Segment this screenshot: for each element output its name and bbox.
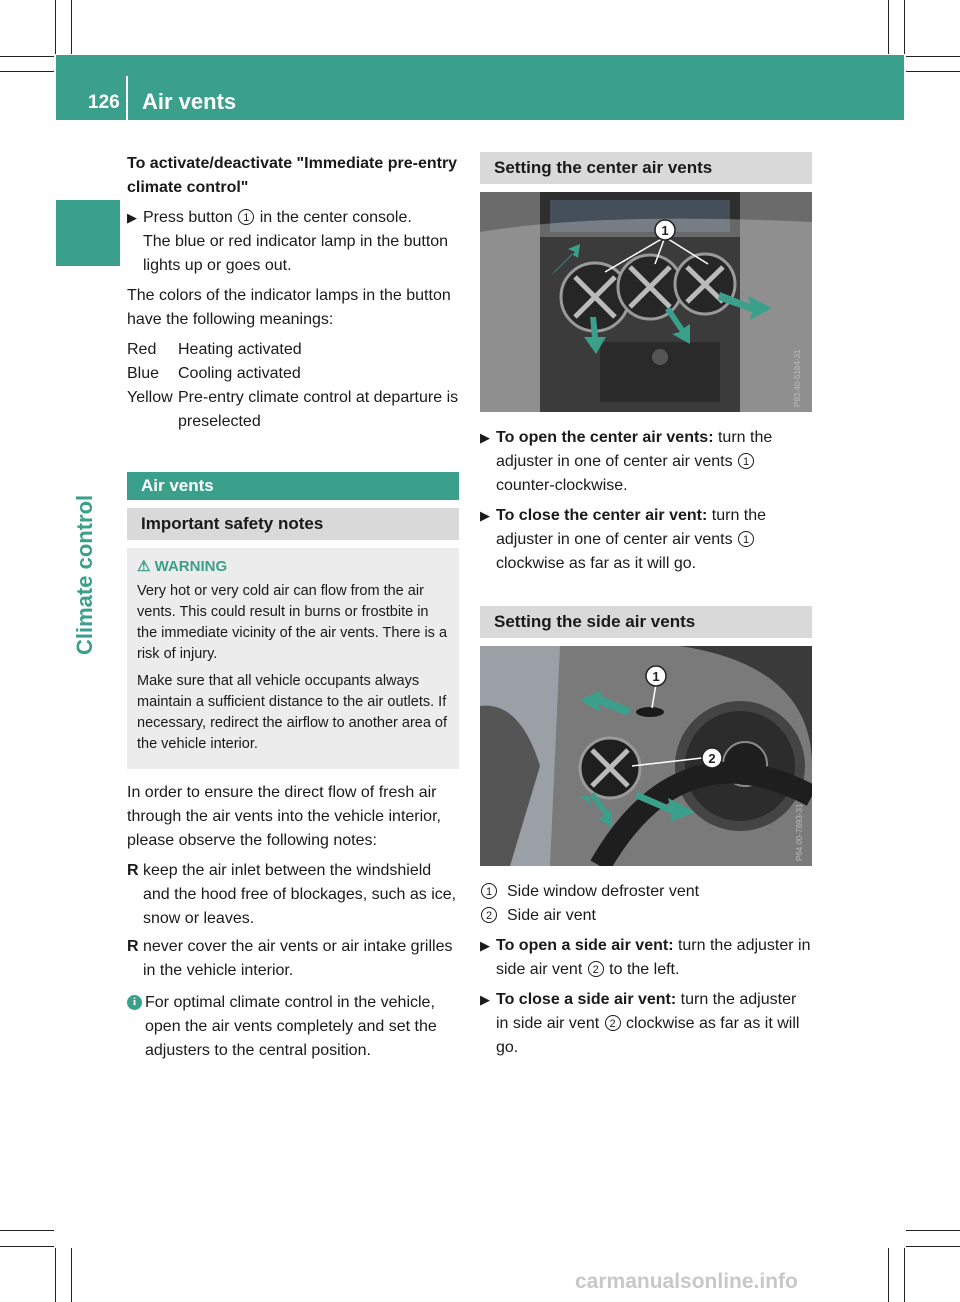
callout-badge: 1 [481,883,497,899]
subsection-heading: Setting the center air vents [480,152,812,184]
step-text: turn the adjuster in one of center air vents [496,429,773,470]
subsection-heading: Setting the side air vents [480,606,812,638]
bullet-icon: R [127,938,139,955]
info-text: For optimal climate control in the vehicle, open the air vents completely and set the adjusters to the central position. [145,994,437,1059]
step-text: in the center console. [255,209,412,226]
legend-item [480,880,812,904]
warning-box [127,548,459,769]
crop-mark [55,0,56,54]
header-divider [126,76,128,120]
step-text: clockwise as far as it will go. [496,1015,800,1056]
crop-mark [0,56,54,57]
step-arrow-icon: ▶ [480,430,490,445]
image-callout: 1 [652,669,660,684]
image-code: P83.40-5184-31 [793,349,802,407]
crop-mark [0,1246,54,1247]
step-title: To close a side air vent: [496,991,677,1008]
crop-mark [0,71,54,72]
color-row [127,338,459,362]
callout-badge: 2 [588,961,604,977]
step-text: turn the adjuster in side air vent [496,937,811,978]
color-value: Cooling activated [178,365,301,382]
crop-mark [904,0,905,54]
chapter-label: Climate control [72,494,97,655]
step-continuation: The blue or red indicator lamp in the button lights up or goes out. [143,233,449,274]
left-column [127,152,459,1063]
warning-text: Very hot or very cold air can flow from the air vents. This could result in burns or frostbite in the immediate vicinity of the air vents. There is a risk of injury. [137,583,448,662]
step-text: Press button [143,209,238,226]
step-title: To open a side air vent: [496,937,674,954]
list-item-text: never cover the air vents or air intake grilles in the vehicle interior. [143,938,453,979]
list-item [127,935,459,983]
step-title: To open the center air vents: [496,429,714,446]
crop-mark [906,1230,960,1231]
list-item [127,859,459,931]
warning-label: WARNING [154,558,228,575]
crop-mark [71,0,72,54]
warning-triangle-icon: ⚠ [137,558,151,575]
crop-mark [906,71,960,72]
subsection-heading: Important safety notes [127,508,459,540]
procedure-step [480,934,812,982]
watermark: carmanualsonline.info [575,1270,798,1293]
step-arrow-icon: ▶ [480,508,490,523]
warning-title [137,556,449,577]
procedure-step [480,426,812,498]
notes-intro: In order to ensure the direct flow of fresh air through the air vents into the vehicle interior, please observe the following notes: [127,784,441,849]
image-code: P64.00-7893-31 [795,803,804,861]
legend-text: Side window defroster vent [507,883,700,900]
section-heading: Air vents [127,472,459,500]
image-callout: 2 [708,751,716,766]
chapter-tab [56,200,120,266]
color-meaning-table [127,338,459,434]
crop-mark [0,1230,54,1231]
right-column [480,152,812,1066]
image-callout: 1 [661,223,669,238]
procedure-step [480,988,812,1060]
bullet-icon: R [127,862,139,879]
info-note [127,991,459,1063]
legend-text: Side air vent [507,907,596,924]
step-arrow-icon: ▶ [480,938,490,953]
callout-badge: 2 [481,907,497,923]
color-value: Heating activated [178,341,302,358]
step-title: To close the center air vent: [496,507,708,524]
callout-badge: 1 [738,453,754,469]
crop-mark [55,1248,56,1302]
procedure-heading: To activate/deactivate "Immediate pre-entry climate control" [127,155,458,196]
step-arrow-icon: ▶ [480,992,490,1007]
color-key: Red [127,341,157,358]
callout-badge: 2 [605,1015,621,1031]
callout-badge: 1 [738,531,754,547]
step-text: turn the adjuster in side air vent [496,991,797,1032]
crop-mark [906,56,960,57]
procedure-step [480,504,812,576]
color-key: Blue [127,365,160,382]
color-key: Yellow [127,389,173,406]
legend-item [480,904,812,928]
info-icon: i [127,995,142,1010]
color-value: Pre-entry climate control at departure is preselected [178,389,459,430]
step-text: turn the adjuster in one of center air vents [496,507,767,548]
callout-badge: 1 [238,209,254,225]
procedure-step [127,206,459,278]
crop-mark [71,1248,72,1302]
crop-mark [888,1248,889,1302]
step-text: counter-clockwise. [496,477,628,494]
color-row [127,386,459,434]
crop-mark [906,1246,960,1247]
crop-mark [888,0,889,54]
step-text: to the left. [604,961,680,978]
crop-mark [904,1248,905,1302]
page-title: Air vents [142,89,237,114]
warning-text: Make sure that all vehicle occupants always maintain a sufficient distance to the air outlets. If necessary, redirect the airflow to another area of the vehicle interior. [137,673,448,752]
step-arrow-icon: ▶ [127,210,137,225]
color-row [127,362,459,386]
colors-intro: The colors of the indicator lamps in the button have the following meanings: [127,287,451,328]
list-item-text: keep the air inlet between the windshield and the hood free of blockages, such as ice, snow or leaves. [143,862,457,927]
page-number: 126 [88,92,120,113]
side-vents-photo [480,646,812,866]
step-text: clockwise as far as it will go. [496,555,697,572]
center-vents-photo [480,192,812,412]
